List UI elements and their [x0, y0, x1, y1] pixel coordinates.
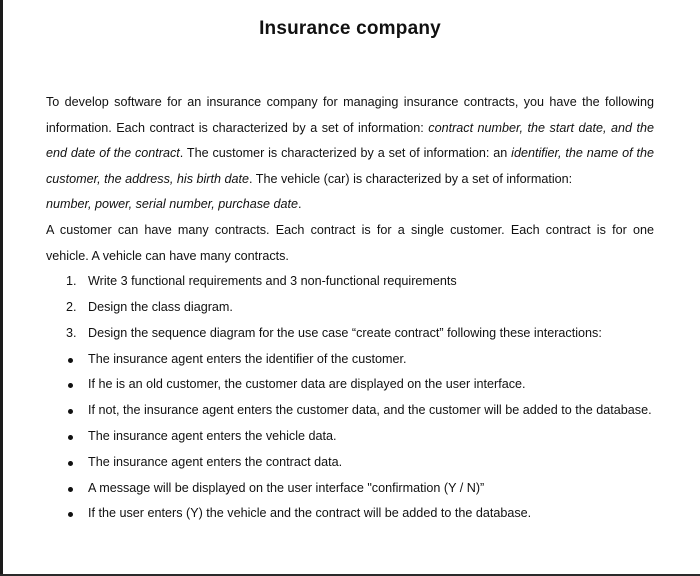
list-item-text: Design the class diagram. [88, 299, 233, 314]
list-item-text: A message will be displayed on the user interface "confirmation (Y / N)” [88, 480, 485, 495]
list-item [46, 501, 654, 527]
list-item-text: The insurance agent enters the contract data. [88, 454, 343, 469]
list-number: 3. [66, 325, 77, 340]
bullet-icon [68, 358, 73, 363]
list-item-text: Write 3 functional requirements and 3 non-functional requirements [88, 274, 457, 289]
left-border [0, 0, 3, 576]
intro-text-a: To develop software for an insurance company for managing insurance contracts, you have the following information. Each contract is characterized by a set of information: [46, 95, 654, 135]
vehicle-fields: number, power, serial number, purchase date [46, 197, 299, 212]
relations-paragraph: A customer can have many contracts. Each contract is for a single customer. Each contract is for one vehicle. A vehicle can have many contracts. [46, 222, 654, 263]
intro-paragraph [46, 90, 654, 218]
document-body [46, 90, 654, 527]
list-item [46, 424, 654, 450]
list-item [46, 269, 654, 295]
customer-fields: identifier, the name of the customer, the address, his birth date [46, 146, 655, 186]
list-item-text: If the user enters (Y) the vehicle and the contract will be added to the database. [88, 506, 532, 521]
bullet-icon [68, 487, 73, 492]
list-item [46, 450, 654, 476]
list-item [46, 295, 654, 321]
bullet-icon [68, 383, 73, 388]
list-item [46, 476, 654, 502]
list-item-text: The insurance agent enters the identifier of the customer. [88, 351, 407, 366]
list-item-text: The insurance agent enters the vehicle data. [88, 428, 337, 443]
list-item [46, 372, 654, 398]
intro-text-end: . [298, 197, 302, 212]
list-item [46, 398, 654, 424]
bullet-icon [68, 461, 73, 466]
interaction-list [46, 347, 654, 528]
bullet-icon [68, 512, 73, 517]
list-item-text: If not, the insurance agent enters the customer data, and the customer will be added to the database. [88, 403, 652, 418]
intro-text-b: . The customer is characterized by a set of information: an [179, 146, 512, 161]
list-number: 2. [66, 299, 77, 314]
list-item [46, 321, 654, 347]
contract-fields: contract number, the start date, and the end date of the contract [46, 120, 655, 161]
list-item-text: Design the sequence diagram for the use case “create contract” following these interactions: [88, 325, 602, 340]
list-item-text: If he is an old customer, the customer data are displayed on the user interface. [88, 377, 526, 392]
task-list [46, 269, 654, 346]
bullet-icon [68, 409, 73, 414]
list-number: 1. [66, 274, 77, 289]
page-title: Insurance company [259, 18, 441, 39]
list-item [46, 347, 654, 373]
intro-text-c: . The vehicle (car) is characterized by a set of information: [249, 171, 573, 186]
bullet-icon [68, 435, 73, 440]
